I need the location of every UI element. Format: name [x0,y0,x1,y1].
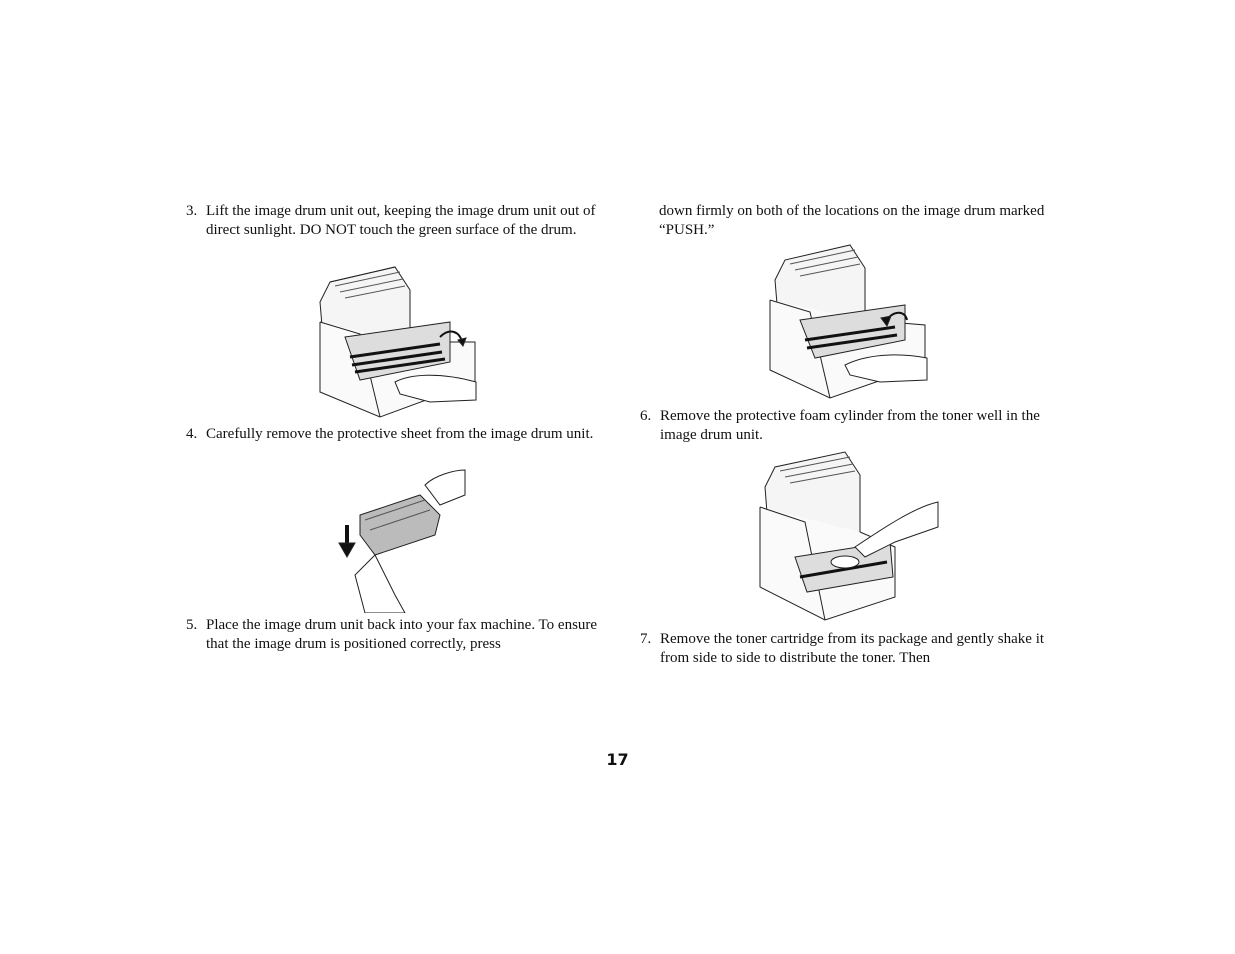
step-5-continued: down firmly on both of the locations on the image drum marked “PUSH.” [659,203,1045,238]
step-number: 3. [186,203,198,219]
illustration-lift-drum [300,262,480,420]
step-number: 4. [186,426,198,442]
step-text: Remove the protective foam cylinder from the toner well in the image drum unit. [660,408,1040,443]
step-number: 5. [186,617,198,633]
illustration-remove-sheet [335,465,470,613]
page-number: 17 [606,750,629,769]
illustration-push-drum [755,240,930,400]
illustration-remove-foam [745,447,940,622]
step-text: Place the image drum unit back into your fax machine. To ensure that the image drum is positioned correctly, press [206,617,598,652]
step-text: Lift the image drum unit out, keeping the image drum unit out of direct sunlight. DO NOT touch the green surface of the drum. [206,203,596,238]
step-number: 6. [640,408,652,424]
step-text: Carefully remove the protective sheet from the image drum unit. [206,426,594,442]
step-text: Remove the toner cartridge from its package and gently shake it from side to side to distribute the toner. Then [660,631,1045,666]
step-number: 7. [640,631,652,647]
